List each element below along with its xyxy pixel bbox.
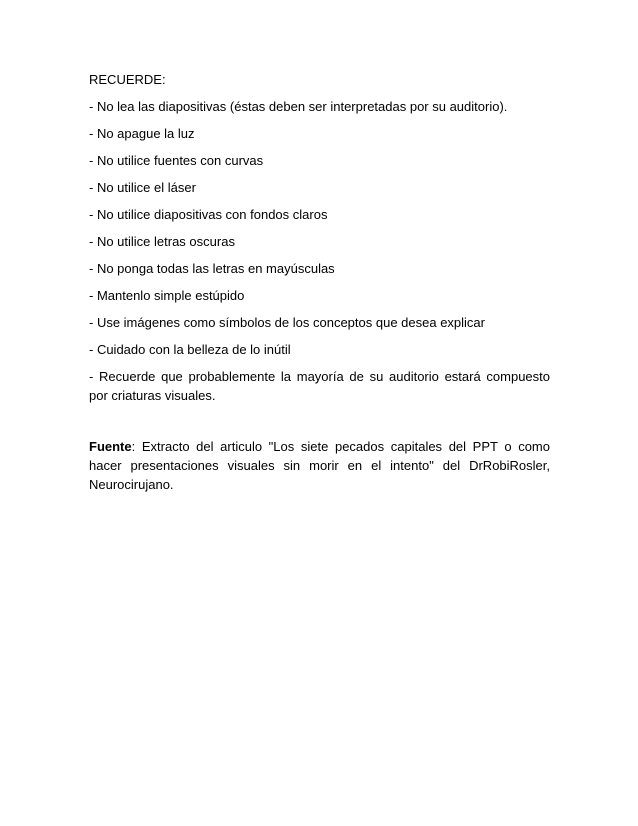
list-item: - No lea las diapositivas (éstas deben ser interpretadas por su auditorio). [89, 99, 508, 114]
list-item: - No utilice el láser [89, 180, 196, 195]
source-paragraph [89, 437, 550, 494]
list-item: - Use imágenes como símbolos de los conceptos que desea explicar [89, 315, 485, 330]
list-item: - No utilice fuentes con curvas [89, 153, 264, 168]
source-text: : Extracto del articulo "Los siete pecados capitales del PPT o como hacer presentaciones visuales sin morir en el intento" del DrRobiRosler, Neurocirujano. [89, 439, 550, 492]
list-item: - No apague la luz [89, 126, 195, 141]
list-item: - Cuidado con la belleza de lo inútil [89, 342, 291, 357]
list-item: - No utilice letras oscuras [89, 234, 235, 249]
list-item: - No utilice diapositivas con fondos claros [89, 207, 328, 222]
document-page [89, 70, 550, 507]
document-heading: RECUERDE: [89, 72, 166, 87]
list-item: - Recuerde que probablemente la mayoría de su auditorio estará compuesto por criaturas visuales. [89, 369, 550, 403]
list-item: - No ponga todas las letras en mayúsculas [89, 261, 335, 276]
list-item: - Mantenlo simple estúpido [89, 288, 245, 303]
source-label: Fuente [89, 439, 132, 454]
